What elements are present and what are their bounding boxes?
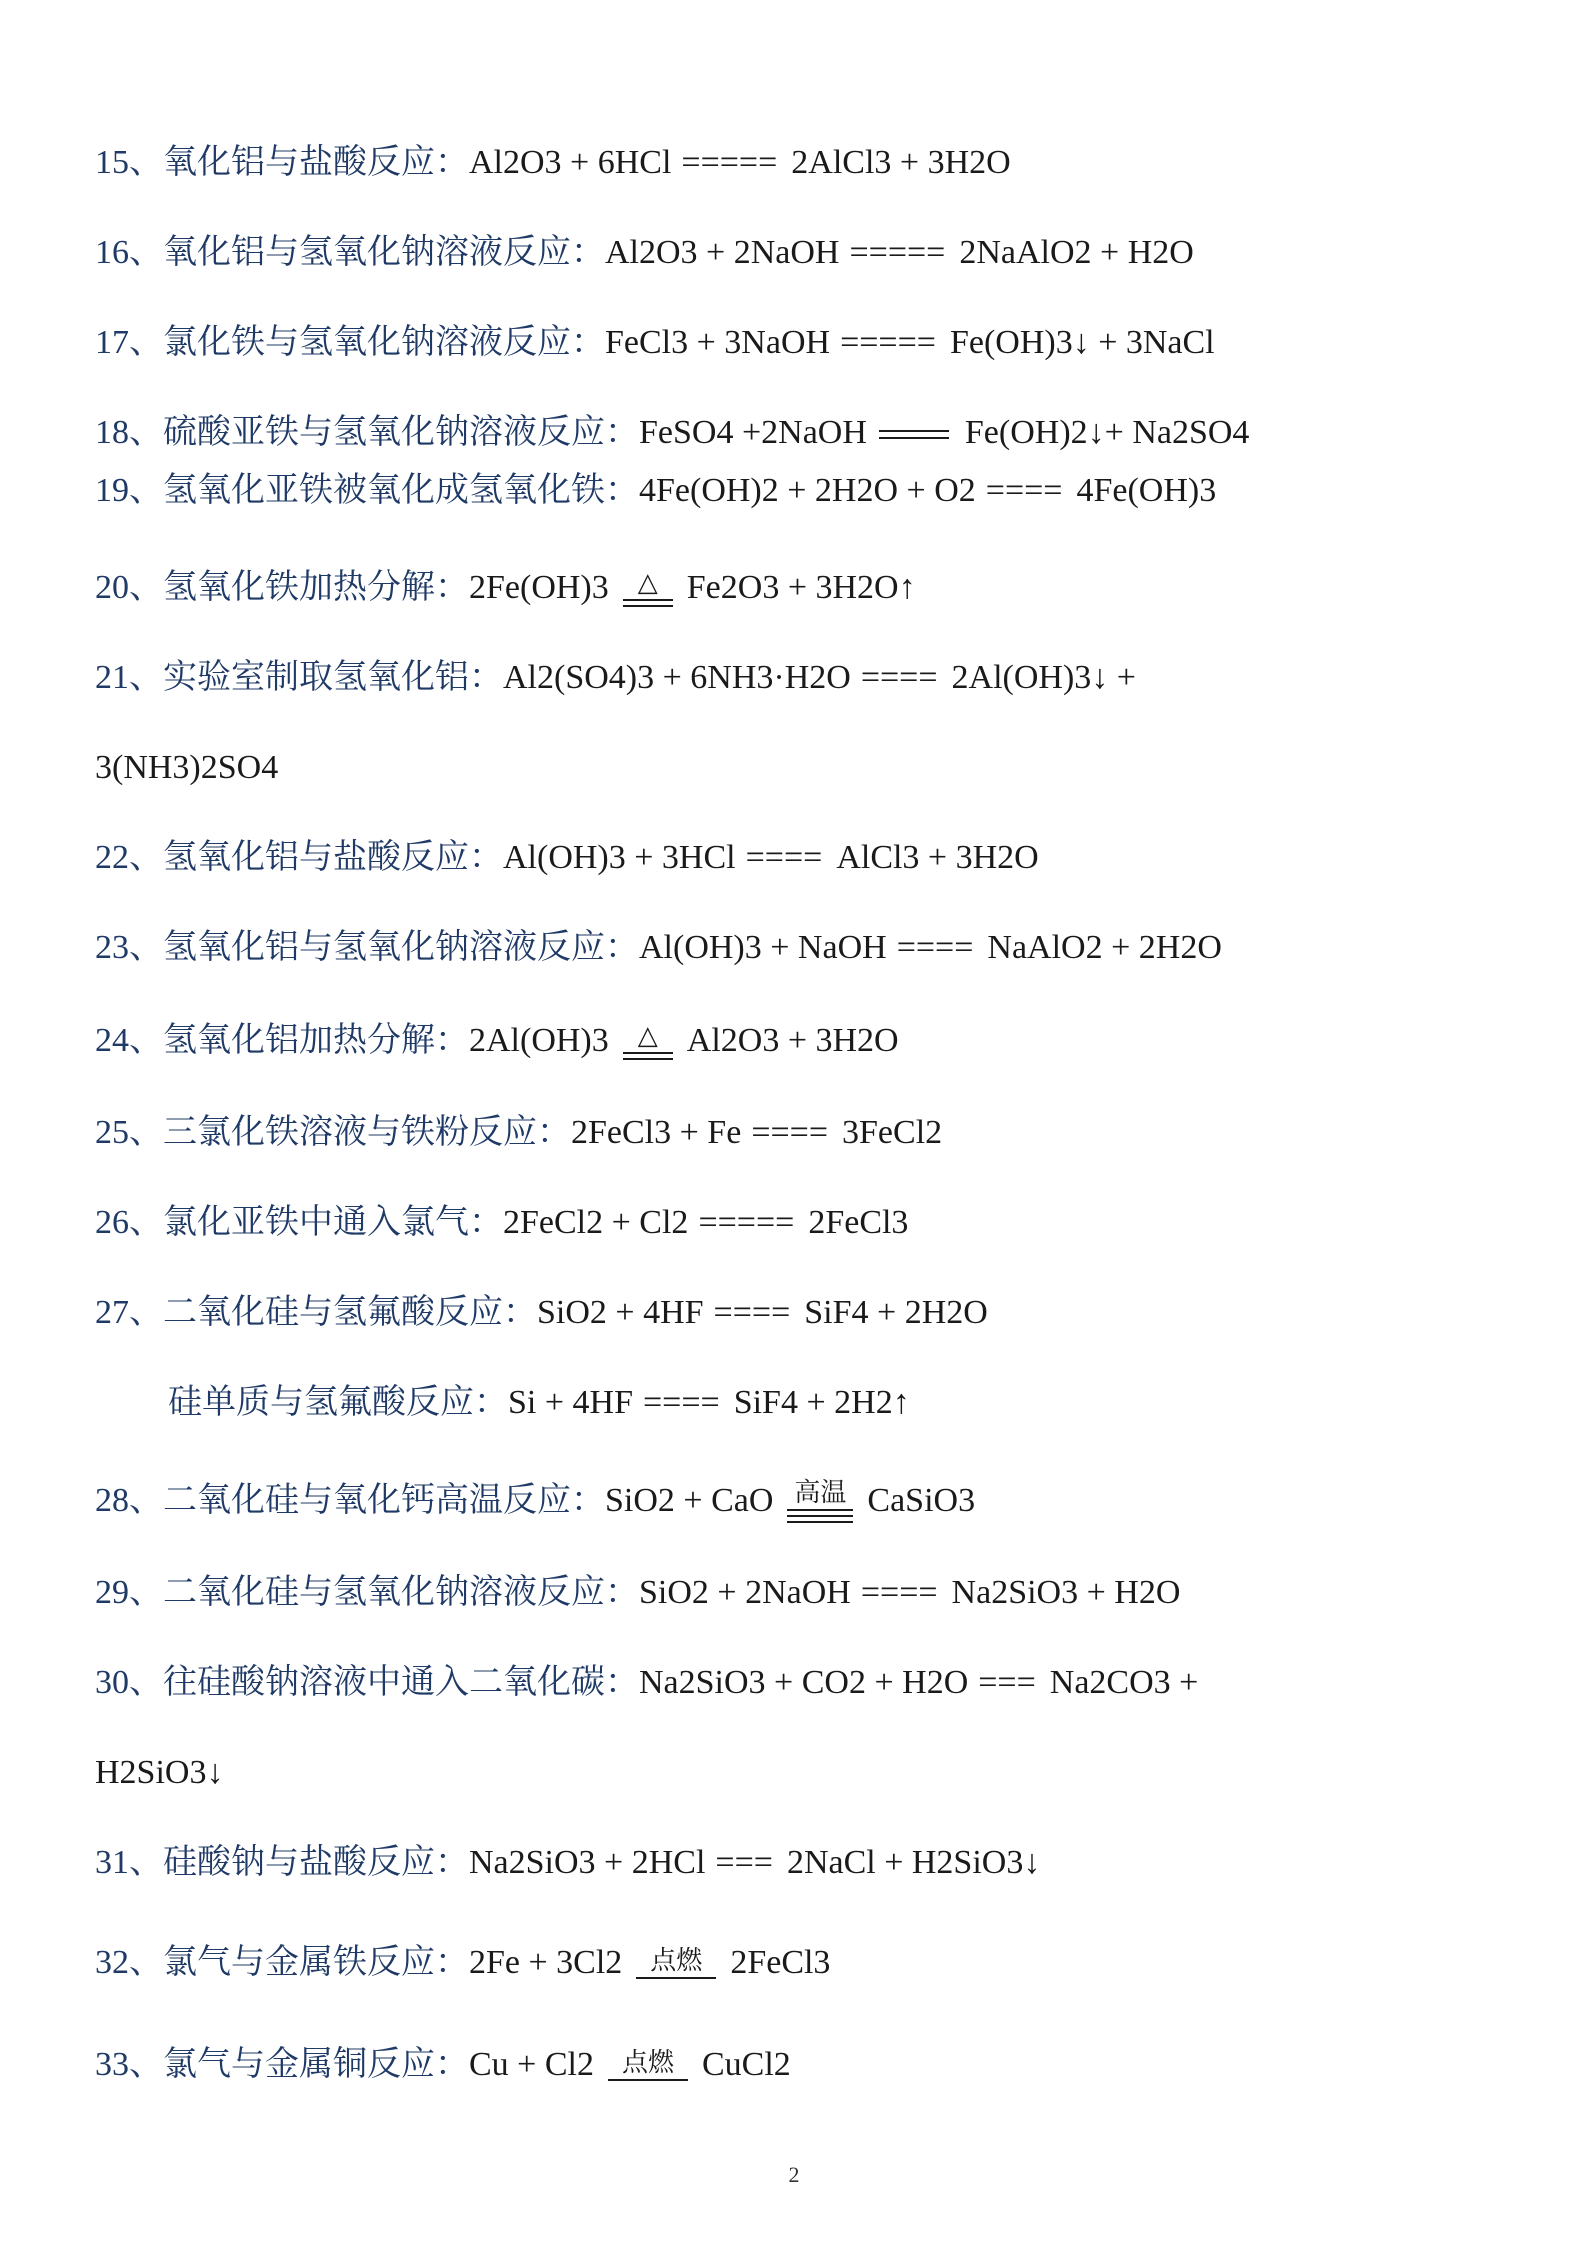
equation-left: FeSO4 +2NaOH — [639, 414, 867, 451]
equation-line — [95, 1110, 1548, 1156]
equation-number: 21、 — [95, 659, 163, 696]
equals-sign: === — [978, 1664, 1036, 1701]
equation-right: SiF4 + 2H2↑ — [733, 1384, 910, 1421]
reaction-label: 往硅酸钠溶液中通入二氧化碳： — [163, 1664, 639, 1701]
equation-line — [95, 410, 1548, 456]
reaction-label: 氢氧化铝与氢氧化钠溶液反应： — [163, 929, 639, 966]
reaction-label: 氯气与金属铜反应： — [163, 2046, 469, 2083]
equals-sign: ===== — [840, 324, 936, 361]
equation-right: 4Fe(OH)3 — [1076, 472, 1217, 509]
equation-left: Al2O3 + 6HCl — [469, 144, 672, 181]
equation-number: 27、 — [95, 1294, 163, 1331]
equation-line — [168, 1380, 1548, 1426]
equation-right: 2FeCl3 — [808, 1204, 909, 1241]
reaction-condition: 点燃 — [650, 1946, 703, 1976]
equation-right: 2NaAlO2 + H2O — [959, 234, 1194, 271]
equation-line — [95, 1290, 1548, 1336]
reaction-label: 氢氧化铁加热分解： — [163, 569, 469, 606]
reaction-condition-arrow — [623, 1021, 673, 1065]
equals-sign: ===== — [681, 144, 778, 181]
equation-line — [95, 655, 1548, 701]
equals-arrow — [879, 429, 949, 441]
equation-left: 4Fe(OH)2 + 2H2O + O2 — [639, 472, 976, 509]
equals-bars — [623, 1051, 673, 1065]
equation-right: 2FeCl3 — [730, 1944, 831, 1981]
equation-line — [95, 835, 1548, 881]
equation-left: 2Fe + 3Cl2 — [469, 1944, 623, 1981]
equation-line — [95, 745, 1548, 791]
equation-left: Al(OH)3 + 3HCl — [503, 839, 736, 876]
equation-line — [95, 1940, 1548, 1986]
equation-left: FeCl3 + 3NaOH — [605, 324, 831, 361]
equation-number: 18、 — [95, 414, 163, 451]
equation-line — [95, 1200, 1548, 1246]
equals-bars — [608, 2078, 688, 2086]
equation-left: 2Fe(OH)3 — [469, 569, 609, 606]
reaction-label: 三氯化铁溶液与铁粉反应： — [163, 1114, 571, 1151]
equation-left: Al(OH)3 + NaOH — [639, 929, 887, 966]
equation-number: 15、 — [95, 144, 163, 181]
reaction-label: 氯化亚铁中通入氯气： — [163, 1204, 503, 1241]
equation-number: 24、 — [95, 1022, 163, 1059]
equation-left: Na2SiO3 + 2HCl — [469, 1844, 706, 1881]
reaction-label: 氢氧化亚铁被氧化成氢氧化铁： — [163, 472, 639, 509]
equals-sign: ==== — [985, 472, 1063, 509]
equation-number: 17、 — [95, 324, 163, 361]
equation-left: Al2O3 + 2NaOH — [605, 234, 840, 271]
equation-line — [95, 1660, 1548, 1706]
equation-right: Al2O3 + 3H2O — [686, 1022, 899, 1059]
reaction-condition-arrow — [636, 1946, 716, 1984]
reaction-label: 氯气与金属铁反应： — [163, 1944, 469, 1981]
reaction-label: 硅酸钠与盐酸反应： — [163, 1844, 469, 1881]
equals-sign: ==== — [643, 1384, 720, 1421]
equation-number: 23、 — [95, 929, 163, 966]
page-number: 2 — [788, 2162, 800, 2187]
equation-left: SiO2 + CaO — [605, 1482, 774, 1519]
equation-number: 16、 — [95, 234, 163, 271]
equals-sign: === — [715, 1844, 773, 1881]
equation-line — [95, 925, 1548, 971]
equation-line — [95, 468, 1548, 514]
equals-bars — [787, 1508, 853, 1528]
equation-right: 2NaCl + H2SiO3↓ — [786, 1844, 1041, 1881]
equation-left: SiO2 + 2NaOH — [639, 1574, 851, 1611]
reaction-condition-arrow — [787, 1478, 853, 1528]
reaction-label: 氢氧化铝与盐酸反应： — [163, 839, 503, 876]
reaction-condition: 高温 — [794, 1478, 847, 1508]
equation-right: 2AlCl3 + 3H2O — [791, 144, 1011, 181]
reaction-label: 硫酸亚铁与氢氧化钠溶液反应： — [163, 414, 639, 451]
equation-left: 2FeCl2 + Cl2 — [503, 1204, 689, 1241]
equals-sign: ==== — [745, 839, 823, 876]
reaction-condition-arrow — [608, 2048, 688, 2086]
equation-left: Si + 4HF — [508, 1384, 633, 1421]
equation-number: 28、 — [95, 1482, 163, 1519]
equation-continuation: 3(NH3)2SO4 — [95, 749, 279, 786]
equation-right: AlCl3 + 3H2O — [836, 839, 1039, 876]
reaction-condition: △ — [637, 1021, 658, 1051]
equation-line — [95, 320, 1548, 366]
reaction-label: 硅单质与氢氟酸反应： — [168, 1384, 508, 1421]
equals-bars — [623, 598, 673, 612]
reaction-label: 氧化铝与氢氧化钠溶液反应： — [163, 234, 605, 271]
equation-right: Na2CO3 + — [1049, 1664, 1199, 1701]
equation-left: Al2(SO4)3 + 6NH3·H2O — [503, 659, 851, 696]
equation-right: SiF4 + 2H2O — [804, 1294, 988, 1331]
reaction-label: 二氧化硅与氢氟酸反应： — [163, 1294, 537, 1331]
reaction-condition: △ — [637, 568, 658, 598]
equation-number: 22、 — [95, 839, 163, 876]
equals-sign: ==== — [860, 659, 938, 696]
equation-left: 2Al(OH)3 — [469, 1022, 609, 1059]
equation-right: Fe(OH)3↓ + 3NaCl — [949, 324, 1215, 361]
equals-sign: ===== — [698, 1204, 795, 1241]
equation-number: 25、 — [95, 1114, 163, 1151]
equation-line — [95, 1570, 1548, 1616]
equation-line — [95, 2042, 1548, 2088]
reaction-label: 氯化铁与氢氧化钠溶液反应： — [163, 324, 605, 361]
equation-number: 20、 — [95, 569, 163, 606]
equation-line — [95, 1750, 1548, 1796]
equation-number: 29、 — [95, 1574, 163, 1611]
equals-sign: ==== — [860, 1574, 938, 1611]
equation-left: SiO2 + 4HF — [537, 1294, 704, 1331]
equation-right: Fe(OH)2↓+ Na2SO4 — [964, 414, 1250, 451]
reaction-label: 实验室制取氢氧化铝： — [163, 659, 503, 696]
equation-line — [95, 1018, 1548, 1065]
equation-right: CuCl2 — [701, 2046, 791, 2083]
equation-left: Na2SiO3 + CO2 + H2O — [639, 1664, 969, 1701]
reaction-label: 二氧化硅与氢氧化钠溶液反应： — [163, 1574, 639, 1611]
equation-right: Na2SiO3 + H2O — [951, 1574, 1181, 1611]
equals-bars — [636, 1976, 716, 1984]
equation-line — [95, 565, 1548, 612]
equation-number: 30、 — [95, 1664, 163, 1701]
equation-number: 33、 — [95, 2046, 163, 2083]
reaction-condition: 点燃 — [621, 2048, 674, 2078]
equation-number: 31、 — [95, 1844, 163, 1881]
equation-right: Fe2O3 + 3H2O↑ — [686, 569, 916, 606]
equation-number: 26、 — [95, 1204, 163, 1241]
equation-line — [95, 140, 1548, 186]
equals-sign: ==== — [751, 1114, 829, 1151]
equation-continuation: H2SiO3↓ — [95, 1754, 224, 1791]
equation-line — [95, 230, 1548, 276]
equation-number: 19、 — [95, 472, 163, 509]
equation-line — [95, 1478, 1548, 1528]
reaction-label: 二氧化硅与氧化钙高温反应： — [163, 1482, 605, 1519]
reaction-label: 氢氧化铝加热分解： — [163, 1022, 469, 1059]
equation-left: 2FeCl3 + Fe — [571, 1114, 742, 1151]
equals-sign: ===== — [849, 234, 946, 271]
equation-right: NaAlO2 + 2H2O — [987, 929, 1222, 966]
equation-number: 32、 — [95, 1944, 163, 1981]
reaction-condition-arrow — [623, 568, 673, 612]
equals-sign: ==== — [713, 1294, 791, 1331]
reaction-label: 氧化铝与盐酸反应： — [163, 144, 469, 181]
equation-right: 3FeCl2 — [842, 1114, 943, 1151]
equation-right: 2Al(OH)3↓ + — [951, 659, 1136, 696]
equation-left: Cu + Cl2 — [469, 2046, 594, 2083]
equation-line — [95, 1840, 1548, 1886]
equation-right: CaSiO3 — [867, 1482, 976, 1519]
equals-sign: ==== — [896, 929, 974, 966]
